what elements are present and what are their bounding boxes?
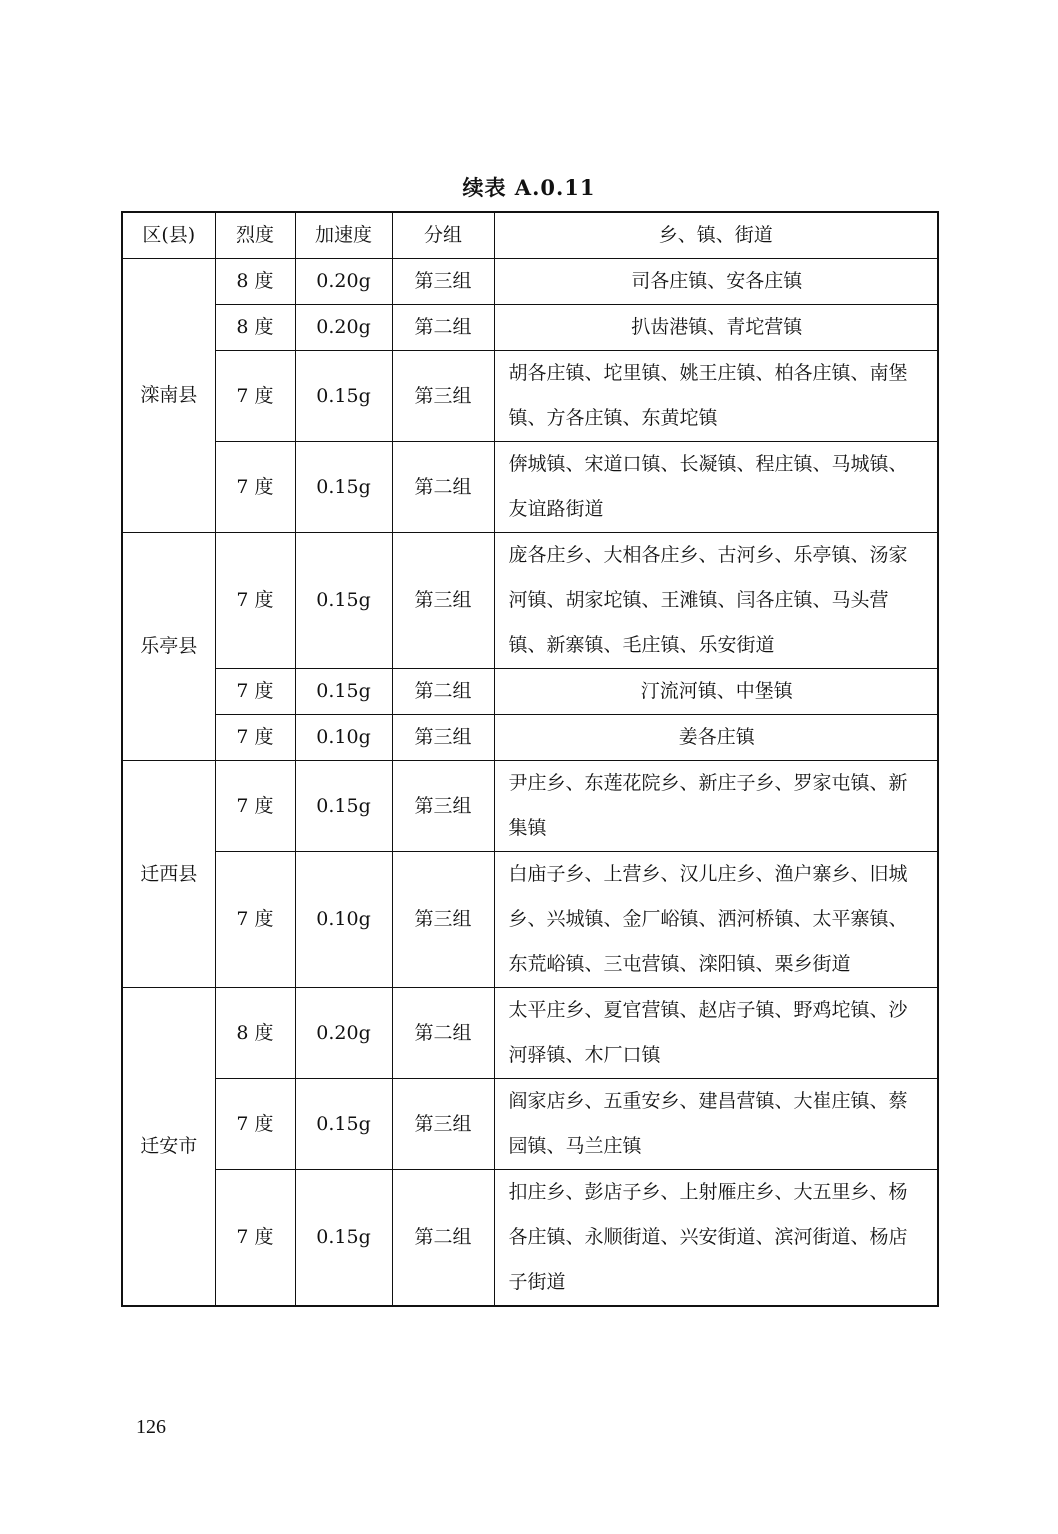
page-number: 126 xyxy=(136,1416,166,1438)
acceleration-cell: 0.15g xyxy=(295,761,392,852)
table-row xyxy=(122,305,938,351)
towns-cell: 倴城镇、宋道口镇、长凝镇、程庄镇、马城镇、友谊路街道 xyxy=(494,442,938,533)
group-cell: 第三组 xyxy=(392,761,494,852)
table-row xyxy=(122,442,938,533)
group-cell: 第三组 xyxy=(392,1079,494,1170)
intensity-cell: 7 度 xyxy=(215,1079,295,1170)
intensity-cell: 7 度 xyxy=(215,351,295,442)
group-cell: 第二组 xyxy=(392,442,494,533)
group-cell: 第二组 xyxy=(392,1170,494,1307)
seismic-zone-table xyxy=(121,211,939,1307)
table-row xyxy=(122,988,938,1079)
acceleration-cell: 0.20g xyxy=(295,259,392,305)
acceleration-cell: 0.15g xyxy=(295,1079,392,1170)
table-row xyxy=(122,1079,938,1170)
towns-cell: 扒齿港镇、青坨营镇 xyxy=(494,305,938,351)
towns-cell: 扣庄乡、彭店子乡、上射雁庄乡、大五里乡、杨各庄镇、永顺街道、兴安街道、滨河街道、杨店子街道 xyxy=(494,1170,938,1307)
intensity-cell: 7 度 xyxy=(215,533,295,669)
group-cell: 第三组 xyxy=(392,533,494,669)
intensity-cell: 7 度 xyxy=(215,761,295,852)
intensity-cell: 8 度 xyxy=(215,988,295,1079)
acceleration-cell: 0.15g xyxy=(295,1170,392,1307)
group-cell: 第三组 xyxy=(392,715,494,761)
towns-cell: 庞各庄乡、大相各庄乡、古河乡、乐亭镇、汤家河镇、胡家坨镇、王滩镇、闫各庄镇、马头营镇、新寨镇、毛庄镇、乐安街道 xyxy=(494,533,938,669)
header-intensity: 烈度 xyxy=(215,212,295,259)
header-towns: 乡、镇、街道 xyxy=(494,212,938,259)
table-row xyxy=(122,1170,938,1307)
towns-cell: 白庙子乡、上营乡、汉儿庄乡、渔户寨乡、旧城乡、兴城镇、金厂峪镇、洒河桥镇、太平寨镇、东荒峪镇、三屯营镇、滦阳镇、栗乡街道 xyxy=(494,852,938,988)
table-row xyxy=(122,761,938,852)
group-cell: 第二组 xyxy=(392,305,494,351)
acceleration-cell: 0.10g xyxy=(295,852,392,988)
towns-cell: 尹庄乡、东莲花院乡、新庄子乡、罗家屯镇、新集镇 xyxy=(494,761,938,852)
group-cell: 第三组 xyxy=(392,259,494,305)
table-row xyxy=(122,351,938,442)
acceleration-cell: 0.10g xyxy=(295,715,392,761)
table-row xyxy=(122,715,938,761)
table-header-row xyxy=(122,212,938,259)
group-cell: 第二组 xyxy=(392,988,494,1079)
acceleration-cell: 0.15g xyxy=(295,533,392,669)
acceleration-cell: 0.15g xyxy=(295,442,392,533)
intensity-cell: 8 度 xyxy=(215,259,295,305)
group-cell: 第三组 xyxy=(392,351,494,442)
acceleration-cell: 0.20g xyxy=(295,988,392,1079)
acceleration-cell: 0.15g xyxy=(295,351,392,442)
district-cell: 迁西县 xyxy=(122,761,215,988)
table-row xyxy=(122,852,938,988)
table-row xyxy=(122,259,938,305)
header-district: 区(县) xyxy=(122,212,215,259)
towns-cell: 阎家店乡、五重安乡、建昌营镇、大崔庄镇、蔡园镇、马兰庄镇 xyxy=(494,1079,938,1170)
intensity-cell: 8 度 xyxy=(215,305,295,351)
district-cell: 乐亭县 xyxy=(122,533,215,761)
acceleration-cell: 0.15g xyxy=(295,669,392,715)
towns-cell: 汀流河镇、中堡镇 xyxy=(494,669,938,715)
intensity-cell: 7 度 xyxy=(215,852,295,988)
intensity-cell: 7 度 xyxy=(215,1170,295,1307)
intensity-cell: 7 度 xyxy=(215,442,295,533)
towns-cell: 姜各庄镇 xyxy=(494,715,938,761)
table-title: 续表 A.0.11 xyxy=(462,175,596,200)
district-cell: 滦南县 xyxy=(122,259,215,533)
acceleration-cell: 0.20g xyxy=(295,305,392,351)
towns-cell: 胡各庄镇、坨里镇、姚王庄镇、柏各庄镇、南堡镇、方各庄镇、东黄坨镇 xyxy=(494,351,938,442)
towns-cell: 太平庄乡、夏官营镇、赵店子镇、野鸡坨镇、沙河驿镇、木厂口镇 xyxy=(494,988,938,1079)
intensity-cell: 7 度 xyxy=(215,669,295,715)
header-group: 分组 xyxy=(392,212,494,259)
header-acceleration: 加速度 xyxy=(295,212,392,259)
table-row xyxy=(122,669,938,715)
group-cell: 第二组 xyxy=(392,669,494,715)
group-cell: 第三组 xyxy=(392,852,494,988)
towns-cell: 司各庄镇、安各庄镇 xyxy=(494,259,938,305)
table-row xyxy=(122,533,938,669)
intensity-cell: 7 度 xyxy=(215,715,295,761)
district-cell: 迁安市 xyxy=(122,988,215,1307)
